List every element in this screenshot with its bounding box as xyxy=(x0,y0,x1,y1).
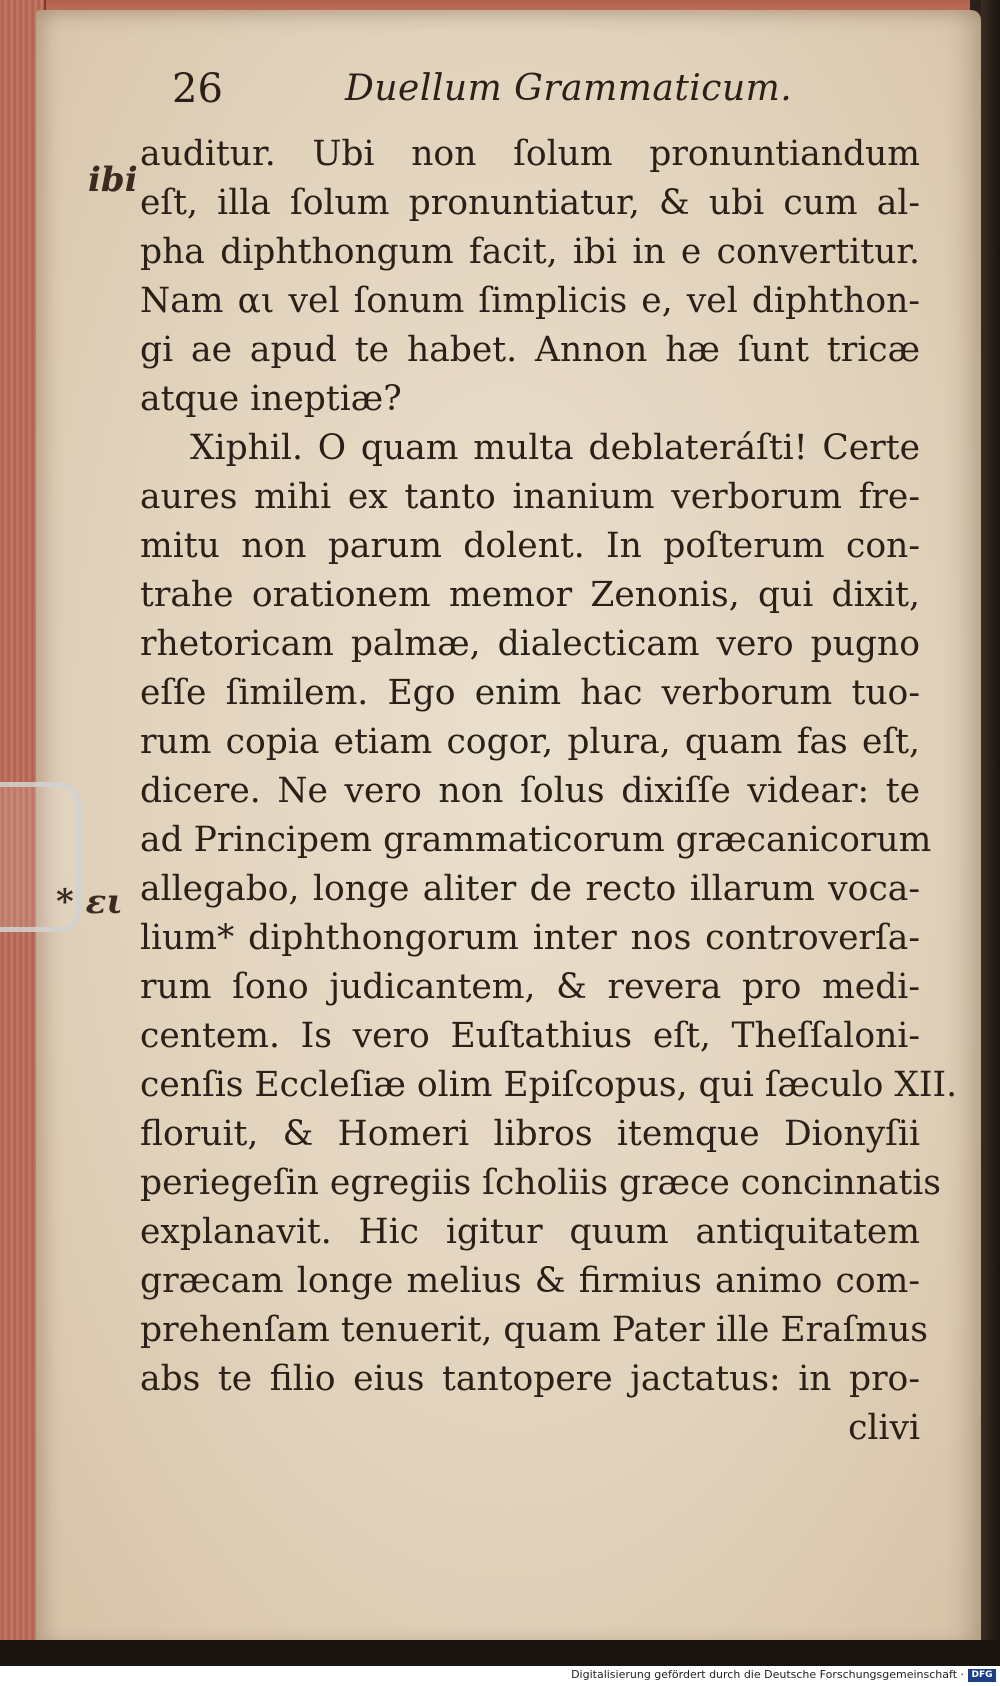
page-gutter-shadow xyxy=(981,0,1000,1640)
text-line: lium* diphthongorum inter nos controverſa- xyxy=(140,918,920,958)
text-line: eſt, illa ſolum pronuntiatur, & ubi cum al- xyxy=(140,183,920,223)
text-line: floruit, & Homeri libros itemque Dionyſii xyxy=(140,1114,920,1154)
text-line: dicere. Ne vero non ſolus dixiſſe videar: te xyxy=(140,771,920,811)
text-line: allegabo, longe aliter de recto illarum voca- xyxy=(140,869,920,909)
text-line: Nam αι vel ſonum ſimplicis e, vel diphthon- xyxy=(140,281,920,321)
catchword: clivi xyxy=(848,1408,920,1448)
text-line: eſſe ſimilem. Ego enim hac verborum tuo- xyxy=(140,673,920,713)
text-line: abs te filio eius tantopere jactatus: in pro- xyxy=(140,1359,920,1399)
footer-credit: Digitalisierung gefördert durch die Deutsche Forschungsgemeinschaft · xyxy=(571,1668,964,1681)
body-text xyxy=(140,130,958,1453)
running-head: Duellum Grammaticum. xyxy=(345,68,793,109)
text-line: trahe orationem memor Zenonis, qui dixit, xyxy=(140,575,920,615)
text-line: gi ae apud te habet. Annon hæ ſunt tricæ xyxy=(140,330,920,370)
margin-note-ei: * ει xyxy=(56,882,123,922)
dfg-logo: DFG xyxy=(968,1669,996,1682)
text-line: auditur. Ubi non ſolum pronuntiandum xyxy=(140,134,920,174)
page-header xyxy=(0,62,1000,122)
text-line: græcam longe melius & firmius animo com- xyxy=(140,1261,920,1301)
text-line: ad Principem grammaticorum græcanicorum xyxy=(140,820,932,860)
text-line: prehenſam tenuerit, quam Pater ille Eraſmus xyxy=(140,1310,928,1350)
page-number: 26 xyxy=(172,66,223,112)
text-line: periegeſin egregiis ſcholiis græce concinnatis xyxy=(140,1163,942,1203)
text-line: rhetoricam palmæ, dialecticam vero pugno xyxy=(140,624,920,664)
text-line: cenſis Eccleſiæ olim Epiſcopus, qui ſæculo XII. xyxy=(140,1065,958,1105)
text-line: rum copia etiam cogor, plura, quam fas eſt, xyxy=(140,722,920,762)
scan-bottom-border xyxy=(0,1640,1000,1666)
margin-note-ibi: ibi xyxy=(88,160,138,200)
text-line: mitu non parum dolent. In poſterum con- xyxy=(140,526,920,566)
text-line: rum ſono judicantem, & revera pro medi- xyxy=(140,967,920,1007)
text-line: aures mihi ex tanto inanium verborum fre- xyxy=(140,477,920,517)
text-line: Xiphil. O quam multa deblateráſti! Certe xyxy=(190,428,920,468)
text-line: centem. Is vero Euſtathius eſt, Theſſaloni- xyxy=(140,1016,920,1056)
text-line: pha diphthongum facit, ibi in e convertitur. xyxy=(140,232,920,272)
text-line: atque ineptiæ? xyxy=(140,379,402,419)
text-line: explanavit. Hic igitur quum antiquitatem xyxy=(140,1212,920,1252)
footer-bar xyxy=(0,1666,1000,1686)
